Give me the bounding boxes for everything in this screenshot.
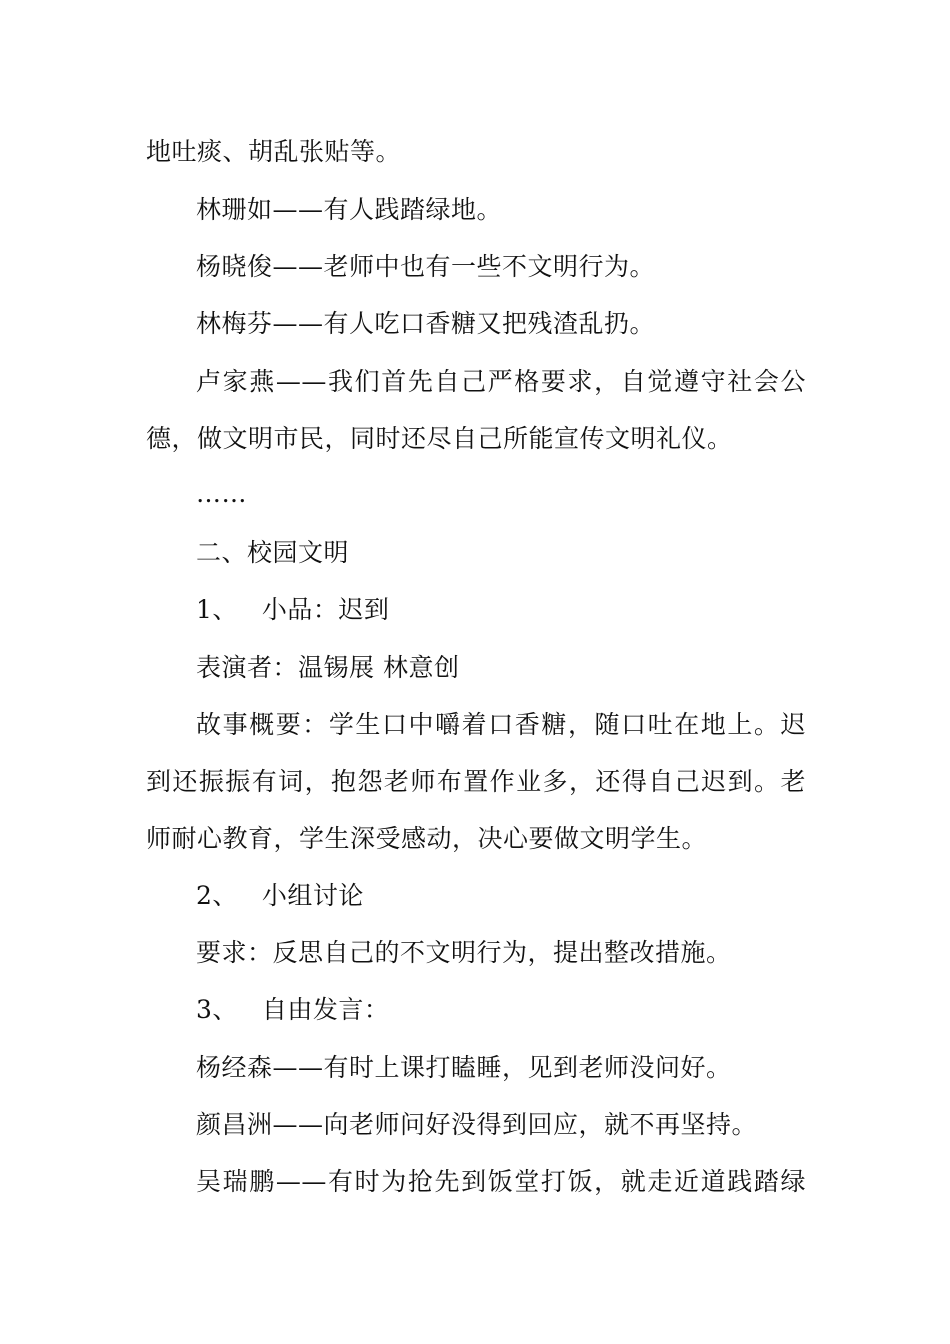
text-line: 杨经森——有时上课打瞌睡，见到老师没问好。 [196, 1053, 732, 1082]
text-line: 师耐心教育，学生深受感动，决心要做文明学生。 [146, 824, 708, 853]
text-line: 地吐痰、胡乱张贴等。 [146, 137, 402, 166]
list-text: 小品：迟到 [261, 595, 390, 624]
list-number: 3、 [196, 995, 238, 1024]
text-line: 林梅芬——有人吃口香糖又把残渣乱扔。 [196, 309, 656, 338]
text-line: 到还振振有词，抱怨老师布置作业多，还得自己迟到。老 [146, 767, 806, 796]
text-line: 吴瑞鹏——有时为抢先到饭堂打饭，就走近道践踏绿 [196, 1167, 806, 1196]
list-text: 自由发言： [261, 995, 390, 1024]
text-line: 表演者：温锡展 林意创 [196, 653, 460, 682]
list-item [196, 876, 876, 916]
text-line: 德，做文明市民，同时还尽自己所能宣传文明礼仪。 [146, 424, 733, 453]
list-item [196, 590, 876, 630]
text-line: 卢家燕——我们首先自己严格要求，自觉遵守社会公 [196, 367, 806, 396]
text-line: 颜昌洲——向老师问好没得到回应，就不再坚持。 [196, 1110, 758, 1139]
section-heading: 二、校园文明 [196, 538, 350, 567]
text-line: 要求：反思自己的不文明行为，提出整改措施。 [196, 938, 732, 967]
list-text: 小组讨论 [261, 881, 364, 910]
list-number: 2、 [196, 881, 238, 910]
list-item [196, 990, 876, 1030]
text-line: …… [196, 479, 247, 508]
text-line: 杨晓俊——老师中也有一些不文明行为。 [196, 252, 656, 281]
list-number: 1、 [196, 595, 238, 624]
text-line: 林珊如——有人践踏绿地。 [196, 195, 503, 224]
text-line: 故事概要：学生口中嚼着口香糖，随口吐在地上。迟 [196, 710, 806, 739]
